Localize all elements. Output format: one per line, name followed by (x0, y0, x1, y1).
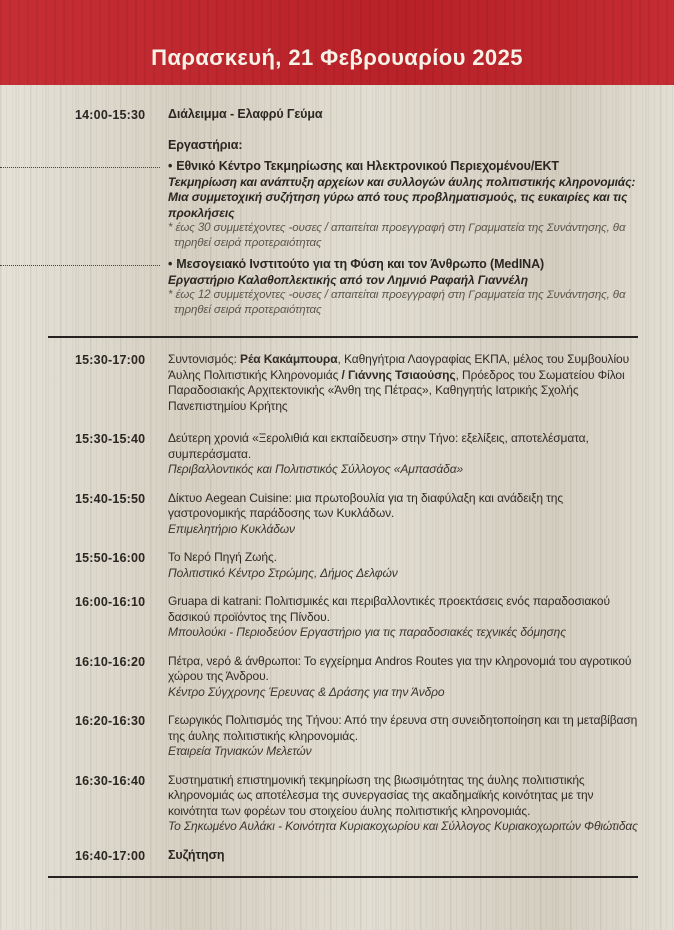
bullet-icon: • (168, 257, 173, 271)
schedule-row-session (75, 352, 644, 414)
coordinator-name: / Γιάννης Τσιαούσης (341, 367, 456, 382)
talk-presenter: Περιβαλλοντικός και Πολιτιστικός Σύλλογος «Αμπασάδα» (168, 462, 464, 476)
talk-row (75, 550, 644, 581)
coordinator-name: Ρέα Κακάμπουρα (240, 352, 338, 366)
talk-row (75, 773, 644, 835)
talk-presenter: Μπουλούκι - Περιοδεύον Εργαστήριο για τις παραδοσιακές τεχνικές δόμησης (168, 625, 566, 639)
workshop-org: Μεσογειακό Ινστιτούτο για τη Φύση και τον Άνθρωπο (MedINA) (176, 257, 545, 271)
workshop-note: * έως 30 συμμετέχοντες -ουσες / απαιτείται προεγγραφή στη Γραμματεία της Συνάντησης, θα τηρηθεί σειρά προτεραιότητας (168, 222, 626, 249)
section-divider (48, 876, 638, 878)
coordination-segment: , Καθηγήτρια Λαογραφίας ΕΚΠΑ, μέλος του Συμβουλίου Άυλης Πολιτιστικής Κληρονομιάς (168, 352, 630, 382)
coordination-text (168, 352, 644, 414)
talk-title: Δίκτυο Aegean Cuisine: μια πρωτοβουλία για τη διαφύλαξη και ανάδειξη της γαστρονομικής παράδοσης των Κυκλάδων. (168, 490, 564, 520)
talk-presenter: Κέντρο Σύγχρονης Έρευνας & Δράσης για την Άνδρο (168, 684, 445, 699)
time-label: 16:30-16:40 (75, 773, 146, 788)
talk-title: Δεύτερη χρονιά «Ξερολιθιά και εκπαίδευση» στην Τήνο: εξελίξεις, αποτελέσματα, συμπεράσματα. (168, 431, 589, 461)
talk-presenter: Το Σηκωμένο Αυλάκι - Κοινότητα Κυριακοχωρίου και Σύλλογος Κυριακοχωριτών Φθιώτιδας (168, 819, 638, 833)
time-label: 14:00-15:30 (75, 108, 146, 122)
schedule-row-break (75, 107, 644, 123)
talk-row (75, 491, 644, 538)
talk-title: Συστηματική επιστημονική τεκμηρίωση της βιωσιμότητας της άυλης πολιτιστικής κληρονομιάς ως αποτέλεσμα της συνεργασίας της ακαδημαϊκής κοινότητας με την κοινότητα των φορέων του στοιχείου άυλης πολιτιστικής κληρονομιάς. (168, 772, 594, 818)
coordination-segment: , Πρόεδρος του Σωματείου Φίλοι Παραδοσιακής Αρχιτεκτονικής «Άνθη της Πέτρας», Καθηγητής Ιατρικής Σχολής Πανεπιστημίου Κρήτης (168, 367, 625, 413)
workshop-item (168, 159, 644, 250)
time-label: 15:30-17:00 (75, 353, 146, 367)
talk-row (75, 594, 644, 641)
talk-title: Γεωργικός Πολιτισμός της Τήνου: Από την έρευνα στη συνειδητοποίηση και τη μεταβίβαση της άυλης πολιτιστικής κληρονομιάς. (168, 713, 638, 743)
workshop-org: Εθνικό Κέντρο Τεκμηρίωσης και Ηλεκτρονικού Περιεχομένου/ΕΚΤ (176, 159, 559, 173)
workshop-description: Εργαστήριο Καλαθοπλεκτικής από τον Λημνιό Ραφαήλ Γιαννέλη (168, 272, 528, 287)
talk-row (75, 713, 644, 760)
time-label: 16:20-16:30 (75, 714, 146, 728)
schedule-row-workshops (75, 138, 644, 325)
talk-row (75, 431, 644, 478)
session-title: Διάλειμμα - Ελαφρύ Γεύμα (168, 107, 323, 121)
day-header (0, 0, 674, 85)
bullet-icon: • (168, 159, 173, 173)
talk-title: Πέτρα, νερό & άνθρωποι: Το εγχείρημα Andros Routes για την κληρονομιά του αγροτικού χώρου της Άνδρου. (168, 653, 632, 683)
session-title: Συζήτηση (168, 847, 225, 862)
day-title: Παρασκευή, 21 Φεβρουαρίου 2025 (151, 45, 523, 70)
time-label: 16:10-16:20 (75, 654, 146, 669)
workshop-org-line (168, 159, 644, 175)
talk-presenter: Επιμελητήριο Κυκλάδων (168, 521, 295, 536)
dotted-leader (0, 167, 160, 168)
dotted-leader (0, 265, 160, 266)
workshop-description: Τεκμηρίωση και ανάπτυξη αρχείων και συλλογών άυλης πολιτιστικής κληρονομιάς: Μια συμμετοχική συζήτηση γύρω από τους προβληματισμούς, τις ευκαιρίες και τις προκλήσεις (168, 174, 636, 220)
workshops-heading: Εργαστήρια: (168, 137, 243, 152)
talk-title: Gruapa di katrani: Πολιτισμικές και περιβαλλοντικές προεκτάσεις ενός παραδοσιακού δασικού προϊόντος της Πίνδου. (168, 594, 610, 624)
schedule (0, 85, 674, 878)
time-label: 15:50-16:00 (75, 551, 146, 565)
talk-row (75, 654, 644, 701)
talk-presenter: Εταιρεία Τηνιακών Μελετών (168, 744, 312, 758)
schedule-row-discussion (75, 848, 644, 864)
talk-title: Το Νερό Πηγή Ζωής. (168, 550, 277, 564)
time-label-empty (75, 138, 168, 325)
time-label: 15:30-15:40 (75, 432, 146, 446)
time-label: 15:40-15:50 (75, 491, 146, 506)
coordination-segment: Συντονισμός: (168, 352, 241, 366)
workshop-note: * έως 12 συμμετέχοντες -ουσες / απαιτείται προεγγραφή στη Γραμματεία της Συνάντησης, θα τηρηθεί σειρά προτεραιότητας (168, 289, 626, 316)
workshop-org-line (168, 257, 644, 273)
time-label: 16:40-17:00 (75, 848, 146, 863)
talk-presenter: Πολιτιστικό Κέντρο Στρώμης, Δήμος Δελφών (168, 565, 398, 580)
time-label: 16:00-16:10 (75, 595, 146, 609)
workshop-item (168, 257, 644, 317)
section-divider (48, 336, 638, 338)
